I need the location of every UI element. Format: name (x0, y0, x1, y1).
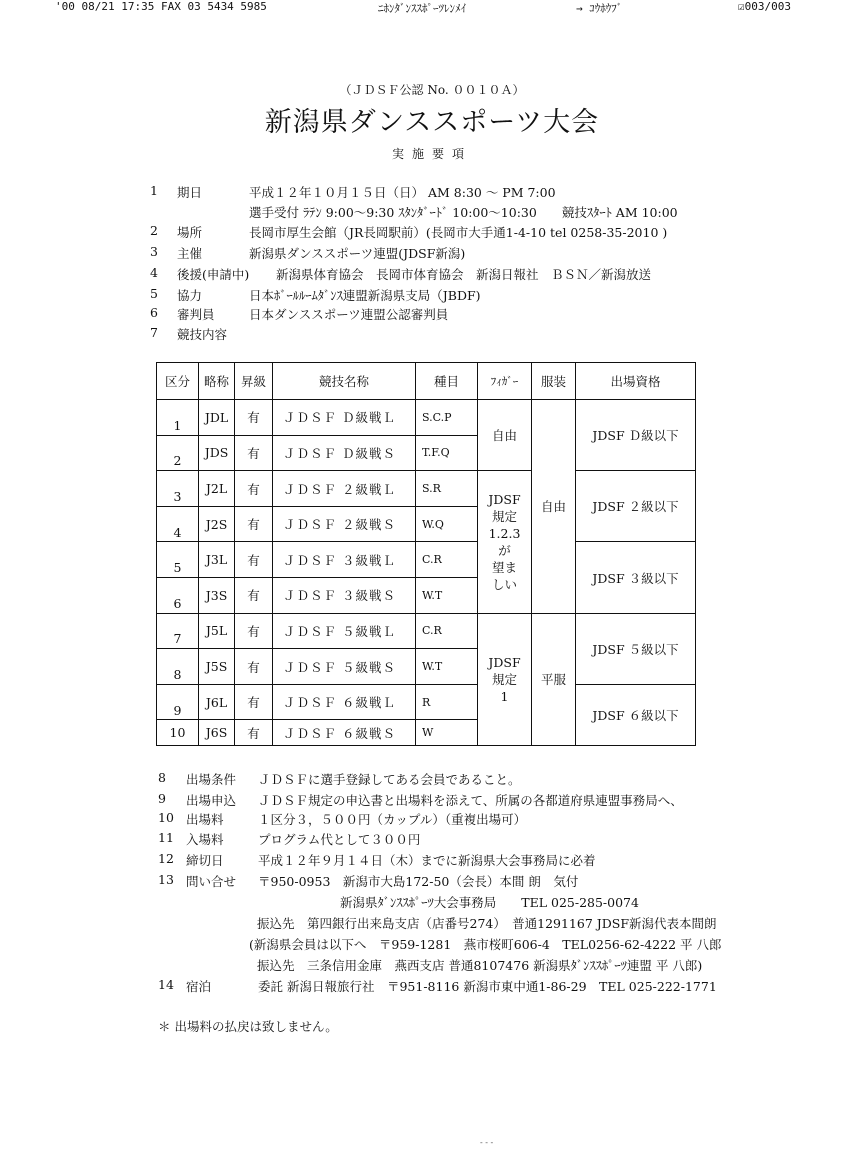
item-label: 宿泊 (186, 979, 212, 994)
item-number: 3 (150, 244, 158, 259)
item-value: プログラム代として３００円 (258, 832, 421, 847)
item-number: 14 (158, 977, 174, 992)
cell-qualification: JDSF ３級以下 (576, 542, 696, 613)
cell-promo: 有 (235, 578, 273, 614)
cell-figure-group (478, 400, 532, 471)
item-label: 入場料 (186, 832, 224, 847)
contact-office: 新潟県ﾀﾞﾝｽｽﾎﾟｰﾂ大会事務局 TEL 025-285-0074 (340, 895, 639, 910)
cell-kubun: 1 (173, 417, 182, 433)
contact-niigata-members: (新潟県会員は以下へ 〒959-1281 燕市桜町606-4 TEL0256-62-4222 平 八郎 (249, 937, 722, 952)
cell-promo: 有 (235, 542, 273, 578)
cell-kubun: 5 (173, 560, 182, 576)
page-title: 新潟県ダンススポーツ大会 (264, 107, 600, 138)
item-value: 新潟県体育協会 長岡市体育協会 新潟日報社 ＢＳＮ／新潟放送 (276, 267, 652, 282)
header-name: 競技名称 (273, 363, 416, 400)
item-number: 13 (158, 872, 174, 887)
fax-header (0, 0, 864, 16)
cell-figure-group (478, 613, 532, 745)
cell-kubun: 7 (173, 631, 182, 647)
cell-promo: 有 (235, 471, 273, 507)
figure-line: が (498, 542, 511, 558)
item-value: 日本ﾎﾞｰﾙﾙｰﾑﾀﾞﾝｽ連盟新潟県支局（JBDF) (249, 288, 481, 303)
cell-qualification: JDSF ６級以下 (576, 684, 696, 745)
table-row (157, 684, 696, 720)
figure-line: JDSF (488, 491, 521, 507)
cell-event: W.Q (416, 506, 478, 542)
item-label: 主催 (177, 246, 203, 261)
cell-kubun: 4 (173, 524, 182, 540)
cell-promo: 有 (235, 684, 273, 720)
cell-dress-group: 自由 (532, 400, 576, 614)
item-label: 場所 (177, 225, 203, 240)
fax-sender: ﾆﾎﾝﾀﾞﾝｽｽﾎﾟｰﾂﾚﾝﾒｲ (378, 2, 466, 15)
fax-page-number: ☑003/003 (738, 0, 791, 13)
competition-table (156, 362, 696, 746)
item-number: 7 (150, 325, 158, 340)
table-header-row (157, 363, 696, 400)
cell-qualification: JDSF ２級以下 (576, 471, 696, 542)
item-label: 問い合せ (186, 874, 237, 889)
cell-abbr: JDL (199, 400, 235, 436)
item-number: 12 (158, 851, 174, 866)
item-label: 出場料 (186, 812, 224, 827)
item-value: 委託 新潟日報旅行社 〒951-8116 新潟市東中通1-86-29 TEL 025-222-1771 (258, 979, 717, 994)
cell-event: W.T (416, 578, 478, 614)
cell-event: R (416, 684, 478, 720)
cell-event: T.F.Q (416, 435, 478, 471)
page-subtitle: 実施要項 (391, 147, 472, 161)
cell-promo: 有 (235, 400, 273, 436)
figure-line: JDSF (488, 654, 521, 670)
cell-name: ＪＤＳＦ ２級戦Ｌ (273, 471, 416, 507)
item-number: 11 (158, 830, 174, 845)
item-value: 日本ダンススポーツ連盟公認審判員 (249, 307, 449, 322)
cell-promo: 有 (235, 506, 273, 542)
item-number: 1 (150, 183, 158, 198)
cell-event: C.R (416, 542, 478, 578)
cell-abbr: J3L (199, 542, 235, 578)
cell-name: ＪＤＳＦ ３級戦Ｌ (273, 542, 416, 578)
cell-kubun: 10 (157, 720, 199, 746)
cell-name: ＪＤＳＦ Ｄ級戦Ｌ (273, 400, 416, 436)
table-row (157, 542, 696, 578)
figure-line: 望ま (491, 559, 517, 575)
cell-kubun: 9 (173, 702, 182, 718)
item-label: 審判員 (177, 307, 215, 322)
cell-name: ＪＤＳＦ ６級戦Ｓ (273, 720, 416, 746)
footer-mark: - - - (480, 1138, 494, 1147)
contact-bank-1: 振込先 第四銀行出来島支店（店番号274） 普通1291167 JDSF新潟代表本間朗 (257, 916, 717, 931)
cell-name: ＪＤＳＦ ６級戦Ｌ (273, 684, 416, 720)
cell-abbr: J3S (199, 578, 235, 614)
refund-note: ＊ 出場料の払戻は致しません。 (158, 1019, 338, 1034)
cell-kubun: 2 (173, 453, 182, 469)
header-promotion: 昇級 (235, 363, 273, 400)
item-value: 長岡市厚生会館（JR長岡駅前）(長岡市大手通1-4-10 tel 0258-35-2010 ) (249, 225, 668, 240)
cell-kubun: 8 (173, 667, 182, 683)
item-label: 後援(申請中) (177, 267, 250, 282)
cell-event: W.T (416, 649, 478, 685)
item-number: 9 (158, 791, 166, 806)
cell-kubun: 6 (173, 595, 182, 611)
table-row (157, 471, 696, 507)
item-value: １区分３，５００円（カップル）（重複出場可） (258, 812, 527, 827)
fax-recipient: → ｺｳﾎｳﾌﾞ (576, 2, 623, 15)
item-label: 協力 (177, 288, 203, 303)
cell-promo: 有 (235, 435, 273, 471)
cell-abbr: J5S (199, 649, 235, 685)
cell-promo: 有 (235, 613, 273, 649)
item-number: 4 (150, 265, 158, 280)
cell-kubun: 3 (173, 489, 182, 505)
header-event: 種目 (416, 363, 478, 400)
cell-qualification: JDSF Ｄ級以下 (576, 400, 696, 471)
header-qualification: 出場資格 (576, 363, 696, 400)
figure-line: 規定 (491, 671, 517, 687)
fax-datetime: '00 08/21 17:35 FAX 03 5434 5985 (55, 0, 267, 13)
item-label: 期日 (177, 185, 203, 200)
cell-event: S.C.P (416, 400, 478, 436)
header-kubun: 区分 (157, 363, 199, 400)
figure-line: 自由 (491, 427, 517, 443)
cell-abbr: J2L (199, 471, 235, 507)
cell-dress-group: 平服 (532, 613, 576, 745)
cell-event: C.R (416, 613, 478, 649)
cell-promo: 有 (235, 720, 273, 746)
certification-number: （ＪＤＳＦ公認 No. ００１０Ａ） (339, 83, 525, 97)
item-number: 5 (150, 286, 158, 301)
contact-bank-2: 振込先 三条信用金庫 燕西支店 普通8107476 新潟県ﾀﾞﾝｽｽﾎﾟｰﾂ連盟 平 八郎) (257, 958, 703, 973)
cell-abbr: JDS (199, 435, 235, 471)
header-abbr: 略称 (199, 363, 235, 400)
cell-promo: 有 (235, 649, 273, 685)
item-number: 6 (150, 305, 158, 320)
cell-qualification: JDSF ５級以下 (576, 613, 696, 684)
cell-name: ＪＤＳＦ Ｄ級戦Ｓ (273, 435, 416, 471)
cell-name: ＪＤＳＦ ２級戦Ｓ (273, 506, 416, 542)
item-label: 出場条件 (186, 772, 237, 787)
cell-abbr: J6S (199, 720, 235, 746)
item-value: 新潟県ダンススポーツ連盟(JDSF新潟) (249, 246, 466, 261)
item-number: 2 (150, 223, 158, 238)
header-dress: 服装 (532, 363, 576, 400)
cell-name: ＪＤＳＦ ３級戦Ｓ (273, 578, 416, 614)
cell-event: S.R (416, 471, 478, 507)
cell-name: ＪＤＳＦ ５級戦Ｌ (273, 613, 416, 649)
figure-line: 1.2.3 (488, 525, 521, 541)
item-value: ＪＤＳＦ規定の申込書と出場料を添えて、所属の各都道府県連盟事務局へ、 (258, 793, 683, 808)
item-value: 選手受付 ﾗﾃﾝ 9:00〜9:30 ｽﾀﾝﾀﾞｰﾄﾞ 10:00〜10:30 競技ｽﾀｰﾄ AM 10:00 (249, 205, 678, 220)
cell-abbr: J6L (199, 684, 235, 720)
item-value: 平成１２年１０月１５日（日） AM 8:30 〜 PM 7:00 (249, 185, 556, 200)
figure-line: 規定 (491, 508, 517, 524)
item-value: 平成１２年９月１４日（木）までに新潟県大会事務局に必着 (258, 853, 596, 868)
table-row (157, 400, 696, 436)
table-row (157, 613, 696, 649)
figure-line: 1 (500, 688, 509, 704)
figure-line: しい (491, 576, 517, 592)
cell-event: W (416, 720, 478, 746)
item-label: 出場申込 (186, 793, 237, 808)
cell-name: ＪＤＳＦ ５級戦Ｓ (273, 649, 416, 685)
item-value: 〒950-0953 新潟市大島172-50（会長）本間 朗 気付 (258, 874, 579, 889)
cell-abbr: J5L (199, 613, 235, 649)
header-figure: ﾌｨｶﾞｰ (478, 363, 532, 400)
cell-figure-group (478, 471, 532, 613)
item-label: 競技内容 (177, 327, 228, 342)
item-number: 10 (158, 810, 174, 825)
item-label: 締切日 (186, 853, 224, 868)
cell-abbr: J2S (199, 506, 235, 542)
item-number: 8 (158, 770, 166, 785)
item-value: ＪＤＳＦに選手登録してある会員であること。 (258, 772, 521, 787)
